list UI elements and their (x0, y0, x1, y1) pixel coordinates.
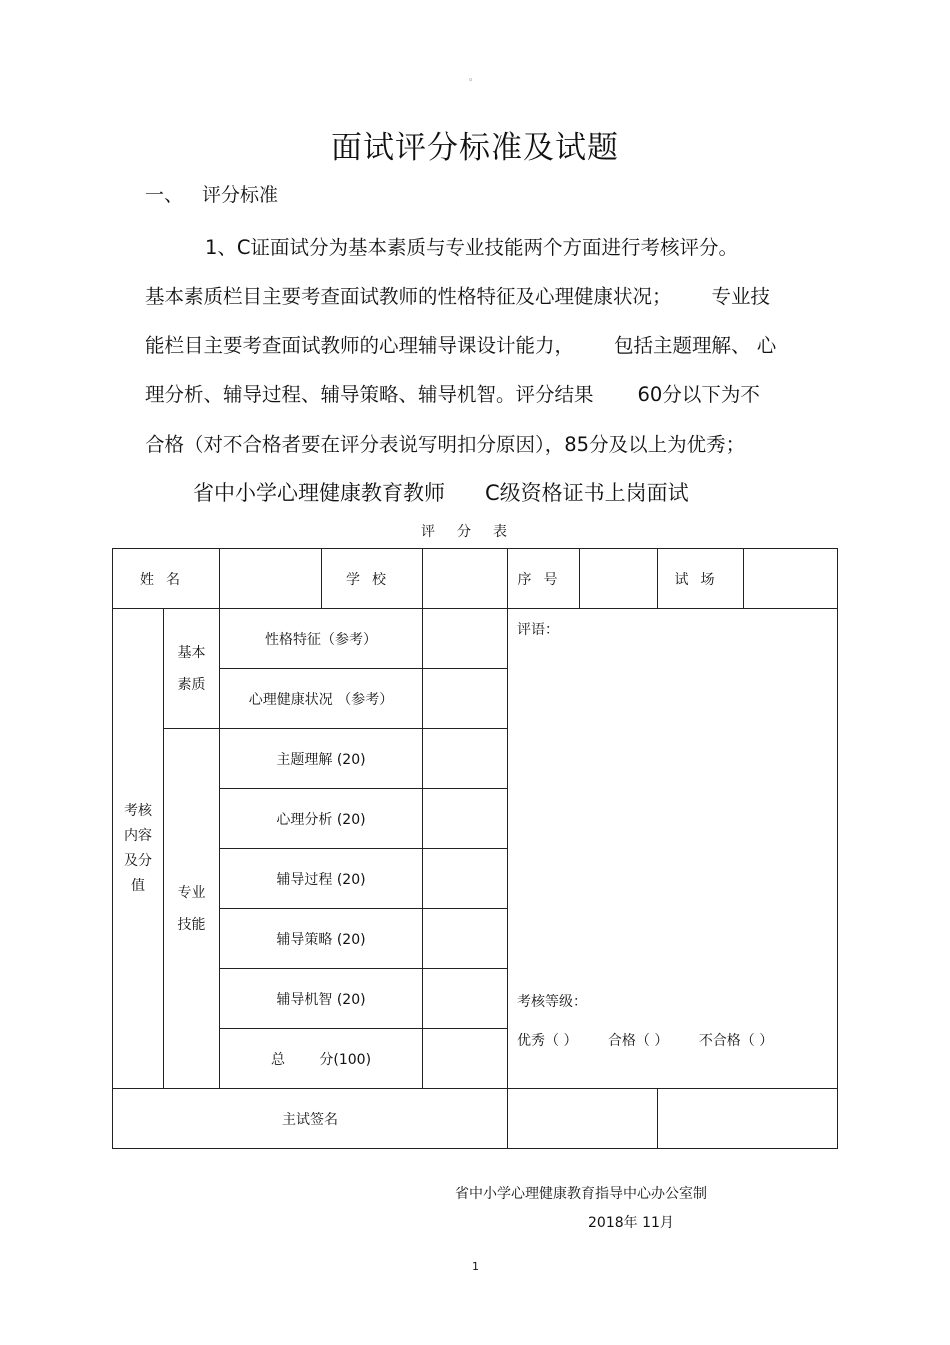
signature-field-1[interactable] (508, 1089, 658, 1149)
issuer-line: 省中小学心理健康教育指导中心办公室制 (455, 1186, 707, 1202)
grade-options (517, 1030, 799, 1050)
skill-item-label: 辅导机智 (20) (220, 969, 423, 1029)
name-label: 姓名 (113, 549, 220, 609)
comment-label: 评语： (517, 622, 559, 638)
issue-date: 2018年 11月 (588, 1215, 674, 1231)
skill-score-field[interactable] (423, 909, 508, 969)
page-marker: 。 (469, 73, 479, 83)
room-label: 试场 (658, 549, 744, 609)
section-number: 一、 (145, 184, 184, 206)
page-title: 面试评分标准及试题 (331, 130, 619, 166)
paragraph-line-4: 理分析、辅导过程、辅导策略、辅导机智。评分结果 60分以下为不 (145, 383, 760, 406)
paragraph-line-1: 1、C证面试分为基本素质与专业技能两个方面进行考核评分。 (205, 236, 739, 259)
section-heading (145, 180, 278, 207)
skill-score-field[interactable] (423, 849, 508, 909)
grade-label: 考核等级： (517, 994, 587, 1010)
grade-option-pass[interactable]: 合格（ ） (607, 1033, 669, 1049)
total-label: 总 分(100) (220, 1029, 423, 1089)
section-title: 评分标准 (202, 184, 279, 206)
comment-area[interactable] (508, 609, 838, 1089)
page-number: 1 (472, 1260, 479, 1273)
skill-item-label: 辅导过程 (20) (220, 849, 423, 909)
skill-item-label: 主题理解 (20) (220, 729, 423, 789)
skill-item-label: 心理分析 (20) (220, 789, 423, 849)
skill-score-field[interactable] (423, 729, 508, 789)
skill-score-field[interactable] (423, 969, 508, 1029)
grade-option-fail[interactable]: 不合格（ ） (698, 1033, 774, 1049)
paragraph-line-3: 能栏目主要考查面试教师的心理辅导课设计能力， 包括主题理解、 心 (145, 334, 777, 357)
skill-item-label: 辅导策略 (20) (220, 909, 423, 969)
score-sheet-table (112, 548, 838, 1149)
skill-group-label: 专业技能 (164, 729, 220, 1089)
form-subtitle: 省中小学心理健康教育教师 C级资格证书上岗面试 (193, 481, 689, 505)
basic-score-field[interactable] (423, 669, 508, 729)
paragraph-line-2: 基本素质栏目主要考查面试教师的性格特征及心理健康状况； 专业技 (145, 285, 771, 308)
name-field[interactable] (220, 549, 322, 609)
grade-option-excellent[interactable]: 优秀（ ） (517, 1033, 578, 1049)
signature-field-2[interactable] (658, 1089, 838, 1149)
skill-score-field[interactable] (423, 789, 508, 849)
school-label: 学校 (322, 549, 423, 609)
school-field[interactable] (423, 549, 508, 609)
basic-item-label: 心理健康状况 （参考） (220, 669, 423, 729)
paragraph-line-5: 合格（对不合格者要在评分表说写明扣分原因），85分及以上为优秀； (145, 433, 746, 456)
basic-score-field[interactable] (423, 609, 508, 669)
total-score-field[interactable] (423, 1029, 508, 1089)
basic-group-label: 基本素质 (164, 609, 220, 729)
category-label: 考核内容及分值 (113, 609, 164, 1089)
seq-label: 序号 (508, 549, 580, 609)
signature-label: 主试签名 (113, 1089, 508, 1149)
seq-field[interactable] (580, 549, 658, 609)
basic-item-label: 性格特征（参考） (220, 609, 423, 669)
table-caption: 评分表 (421, 524, 529, 540)
room-field[interactable] (744, 549, 838, 609)
